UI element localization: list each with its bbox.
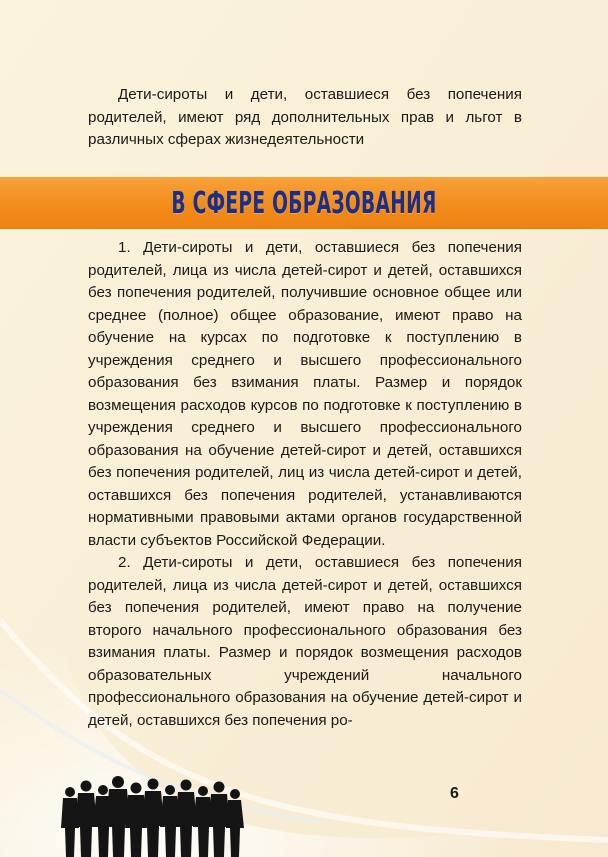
section-banner — [0, 177, 608, 229]
intro-text: Дети-сироты и дети, оставшиеся без попечения родителей, имеют ряд дополнительных прав и льгот в различных сферах жизнедеятельности — [88, 86, 522, 148]
page-number: 6 — [450, 785, 459, 802]
people-silhouettes-icon — [60, 768, 245, 857]
section-title: В СФЕРЕ ОБРАЗОВАНИЯ — [171, 185, 437, 221]
paragraph-1: 1. Дети-сироты и дети, оставшиеся без попечения родителей, лица из числа детей-сирот и детей, оставшихся без попечения родителей, получившие основное общее или среднее (полное) общее образование, имеют право на обучение на курсах по подготовке к поступлению в учреждения среднего и высшего профессионального образования без взимания платы. Размер и порядок возмещения расходов курсов по подготовке к поступлению в учреждения среднего и высшего профессионального образования на обучение детей-сирот и детей, оставшихся без попечения родителей, лиц из числа детей-сирот и детей, оставшихся без попечения родителей, устанавливаются нормативными правовыми актами органов государственной власти субъектов Российской Федерации. — [88, 239, 522, 549]
paragraph-2: 2. Дети-сироты и дети, оставшиеся без попечения родителей, лица из числа детей-сирот и детей, оставшихся без попечения родителей, имеют право на получение второго начального профессионального образования без взимания платы. Размер и порядок возмещения расходов образовательных учреждений начального профессионального образования на обучение детей-сирот и детей, оставшихся без попечения ро- — [88, 554, 522, 729]
section-body — [88, 237, 522, 732]
